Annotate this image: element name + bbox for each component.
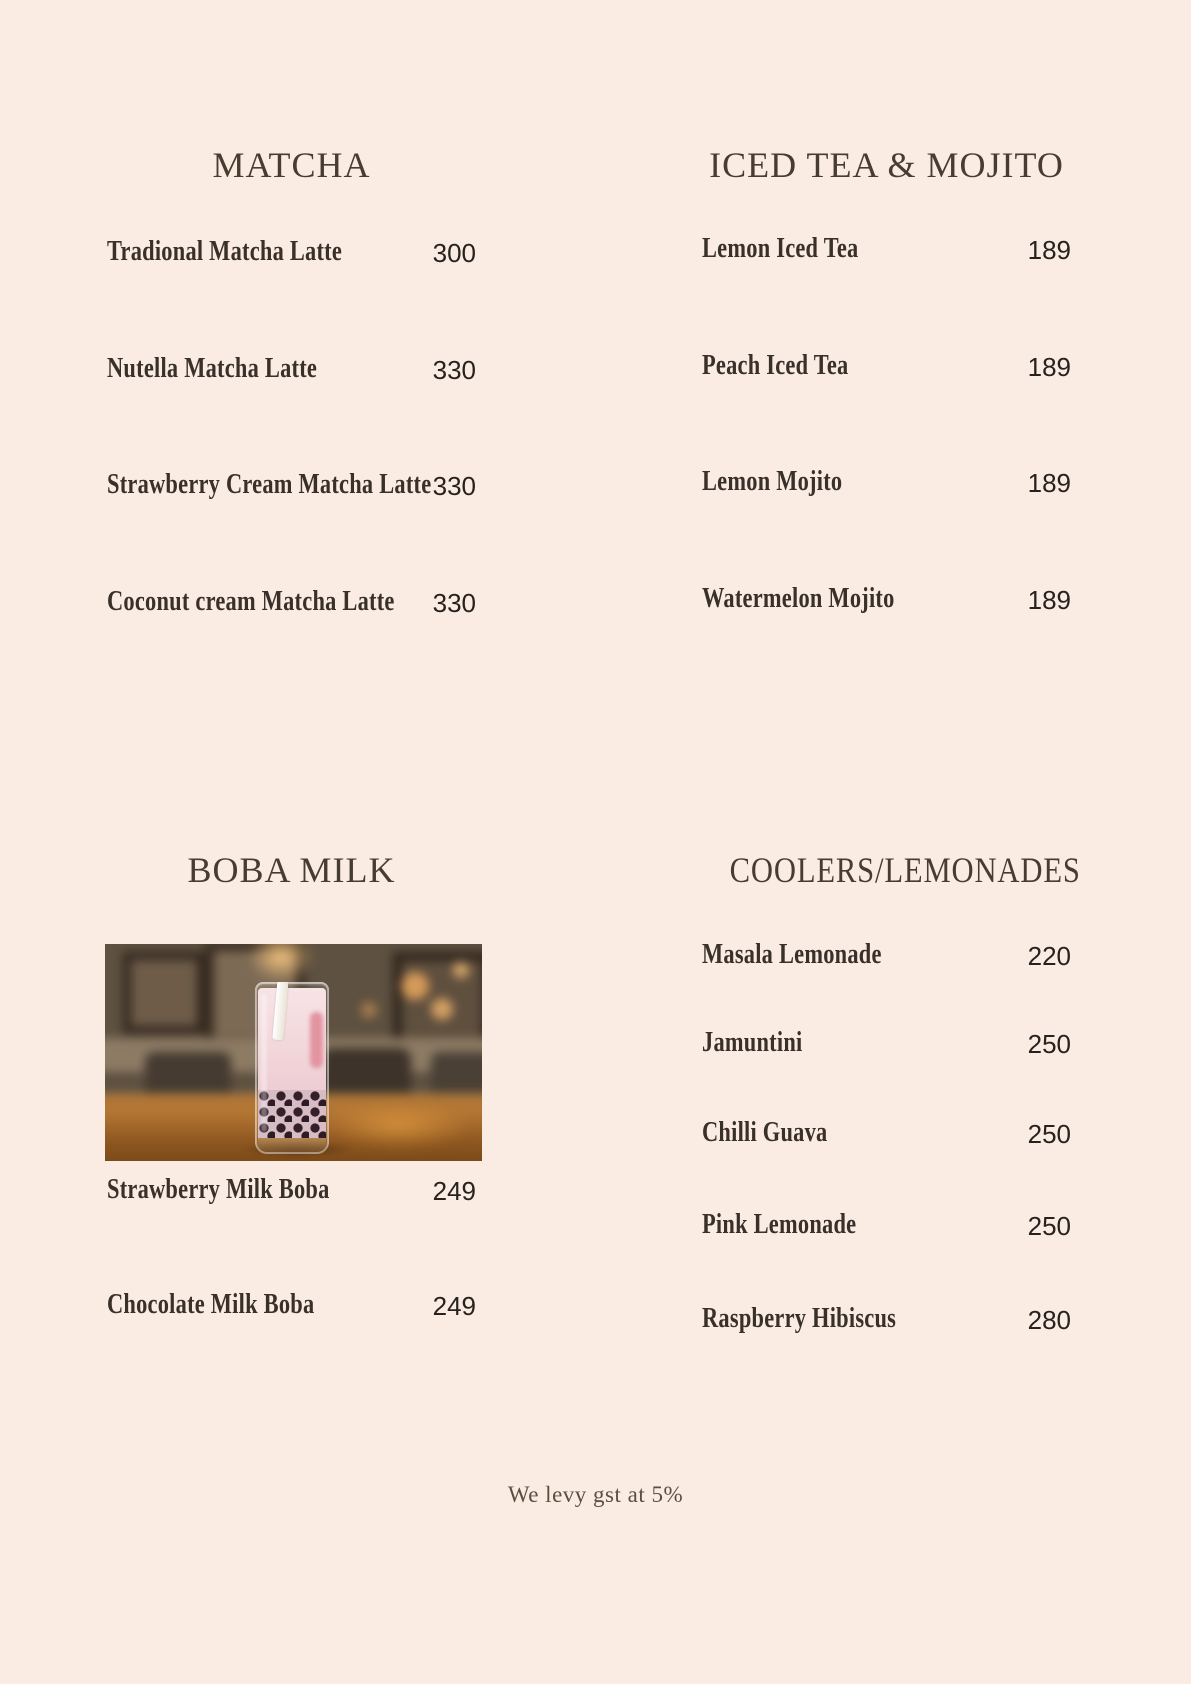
menu-item-price: 250 <box>1027 1119 1071 1149</box>
gst-footer-note: We levy gst at 5% <box>507 1482 684 1507</box>
strawberry-boba-photo <box>105 944 482 1161</box>
boba-glass <box>255 982 329 1154</box>
menu-item-name: Masala Lemonade <box>702 939 882 970</box>
menu-item-price: 330 <box>432 588 476 618</box>
menu-item-price: 189 <box>1027 585 1071 615</box>
menu-item-name: Raspberry Hibiscus <box>702 1303 897 1334</box>
section-title-matcha: MATCHA <box>212 144 371 185</box>
menu-item-price: 249 <box>432 1291 476 1321</box>
menu-item-name: Coconut cream Matcha Latte <box>107 586 395 617</box>
menu-item-price: 250 <box>1027 1029 1071 1059</box>
strawberry-syrup <box>310 1012 323 1068</box>
menu-item-price: 189 <box>1027 468 1071 498</box>
menu-item-price: 280 <box>1027 1305 1071 1335</box>
menu-item-row <box>107 588 476 622</box>
menu-item-name: Watermelon Mojito <box>702 583 895 614</box>
menu-item-row <box>702 941 1071 975</box>
menu-item-row <box>107 355 476 389</box>
menu-item-name: Peach Iced Tea <box>702 350 849 381</box>
menu-item-price: 189 <box>1027 235 1071 265</box>
menu-item-row <box>107 471 476 505</box>
menu-item-row <box>702 1119 1071 1153</box>
menu-item-name: Chilli Guava <box>702 1117 828 1148</box>
menu-item-name: Lemon Iced Tea <box>702 233 859 264</box>
tapioca-pearls <box>258 1090 326 1138</box>
menu-item-name: Strawberry Cream Matcha Latte <box>107 469 432 500</box>
section-title-boba-milk: BOBA MILK <box>187 849 396 890</box>
section-title-iced-tea-mojito: ICED TEA & MOJITO <box>709 144 1064 185</box>
menu-item-price: 250 <box>1027 1211 1071 1241</box>
menu-item-price: 220 <box>1027 941 1071 971</box>
menu-item-row <box>702 1029 1071 1063</box>
menu-item-row <box>107 238 476 272</box>
picture-frame <box>123 952 205 1034</box>
menu-item-price: 300 <box>432 238 476 268</box>
menu-item-row <box>702 1211 1071 1245</box>
menu-item-name: Lemon Mojito <box>702 466 843 497</box>
menu-item-row <box>702 585 1071 619</box>
menu-item-name: Chocolate Milk Boba <box>107 1289 315 1320</box>
menu-item-name: Nutella Matcha Latte <box>107 353 318 384</box>
menu-item-row <box>702 468 1071 502</box>
section-title-coolers-lemonades: COOLERS/LEMONADES <box>729 849 1081 890</box>
menu-item-name: Jamuntini <box>702 1027 803 1058</box>
menu-item-price: 330 <box>432 471 476 501</box>
menu-item-row <box>702 235 1071 269</box>
menu-item-price: 189 <box>1027 352 1071 382</box>
menu-item-price: 330 <box>432 355 476 385</box>
menu-item-row <box>702 352 1071 386</box>
menu-item-name: Pink Lemonade <box>702 1209 857 1240</box>
menu-item-row <box>107 1176 476 1210</box>
menu-item-name: Strawberry Milk Boba <box>107 1174 330 1205</box>
glass-base <box>258 1138 326 1152</box>
menu-item-row <box>702 1305 1071 1339</box>
menu-item-row <box>107 1291 476 1325</box>
menu-item-price: 249 <box>432 1176 476 1206</box>
menu-item-name: Tradional Matcha Latte <box>107 236 343 267</box>
